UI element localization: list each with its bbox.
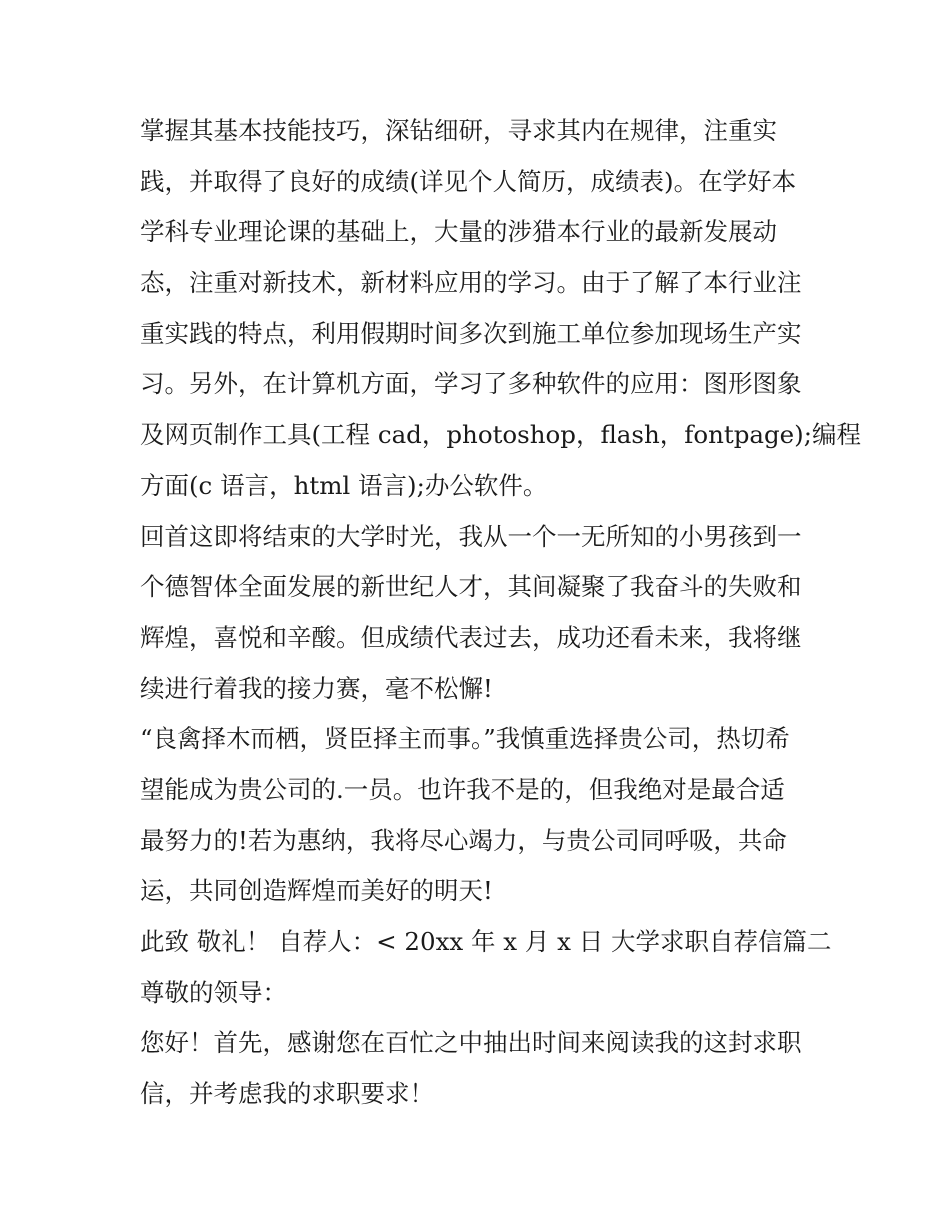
text-line: 方面(c 语言，html 语言);办公软件。 — [140, 470, 548, 500]
text-line: 态，注重对新技术，新材料应用的学习。由于了解了本行业注 — [140, 268, 802, 298]
text-line: 运，共同创造辉煌而美好的明天! — [140, 876, 493, 906]
text-line: 最努力的!若为惠纳，我将尽心竭力，与贵公司同呼吸，共命 — [140, 825, 787, 855]
text-line: 习。另外，在计算机方面，学习了多种软件的应用：图形图象 — [140, 369, 802, 399]
text-line: 续进行着我的接力赛，毫不松懈! — [140, 673, 493, 703]
text-line: 及网页制作工具(工程 cad，photoshop，flash，fontpage);编程 — [140, 420, 861, 450]
text-line: 尊敬的领导： — [140, 977, 287, 1007]
text-line: 重实践的特点，利用假期时间多次到施工单位参加现场生产实 — [140, 318, 802, 348]
text-line: 践，并取得了良好的成绩(详见个人简历，成绩表)。在学好本 — [140, 166, 797, 196]
text-line: 掌握其基本技能技巧，深钻细研，寻求其内在规律，注重实 — [140, 116, 777, 145]
text-line: 回首这即将结束的大学时光，我从一个一无所知的小男孩到一 — [140, 521, 802, 551]
text-line: “良禽择木而栖，贤臣择主而事。”我慎重选择贵公司，热切希 — [140, 724, 790, 754]
document-body — [140, 106, 861, 1120]
text-line: 您好！首先，感谢您在百忙之中抽出时间来阅读我的这封求职 — [140, 1028, 802, 1058]
text-line: 个德智体全面发展的新世纪人才，其间凝聚了我奋斗的失败和 — [140, 572, 802, 602]
text-line: 学科专业理论课的基础上，大量的涉猎本行业的最新发展动 — [140, 217, 777, 247]
text-line: 信，并考虑我的求职要求！ — [140, 1079, 434, 1109]
text-line: 望能成为贵公司的.一员。也许我不是的，但我绝对是最合适 — [140, 774, 785, 804]
text-line: 辉煌，喜悦和辛酸。但成绩代表过去，成功还看未来，我将继 — [140, 622, 802, 652]
text-line: 此致 敬礼！ 自荐人：< 20xx 年 x 月 x 日 大学求职自荐信篇二 — [140, 927, 832, 956]
